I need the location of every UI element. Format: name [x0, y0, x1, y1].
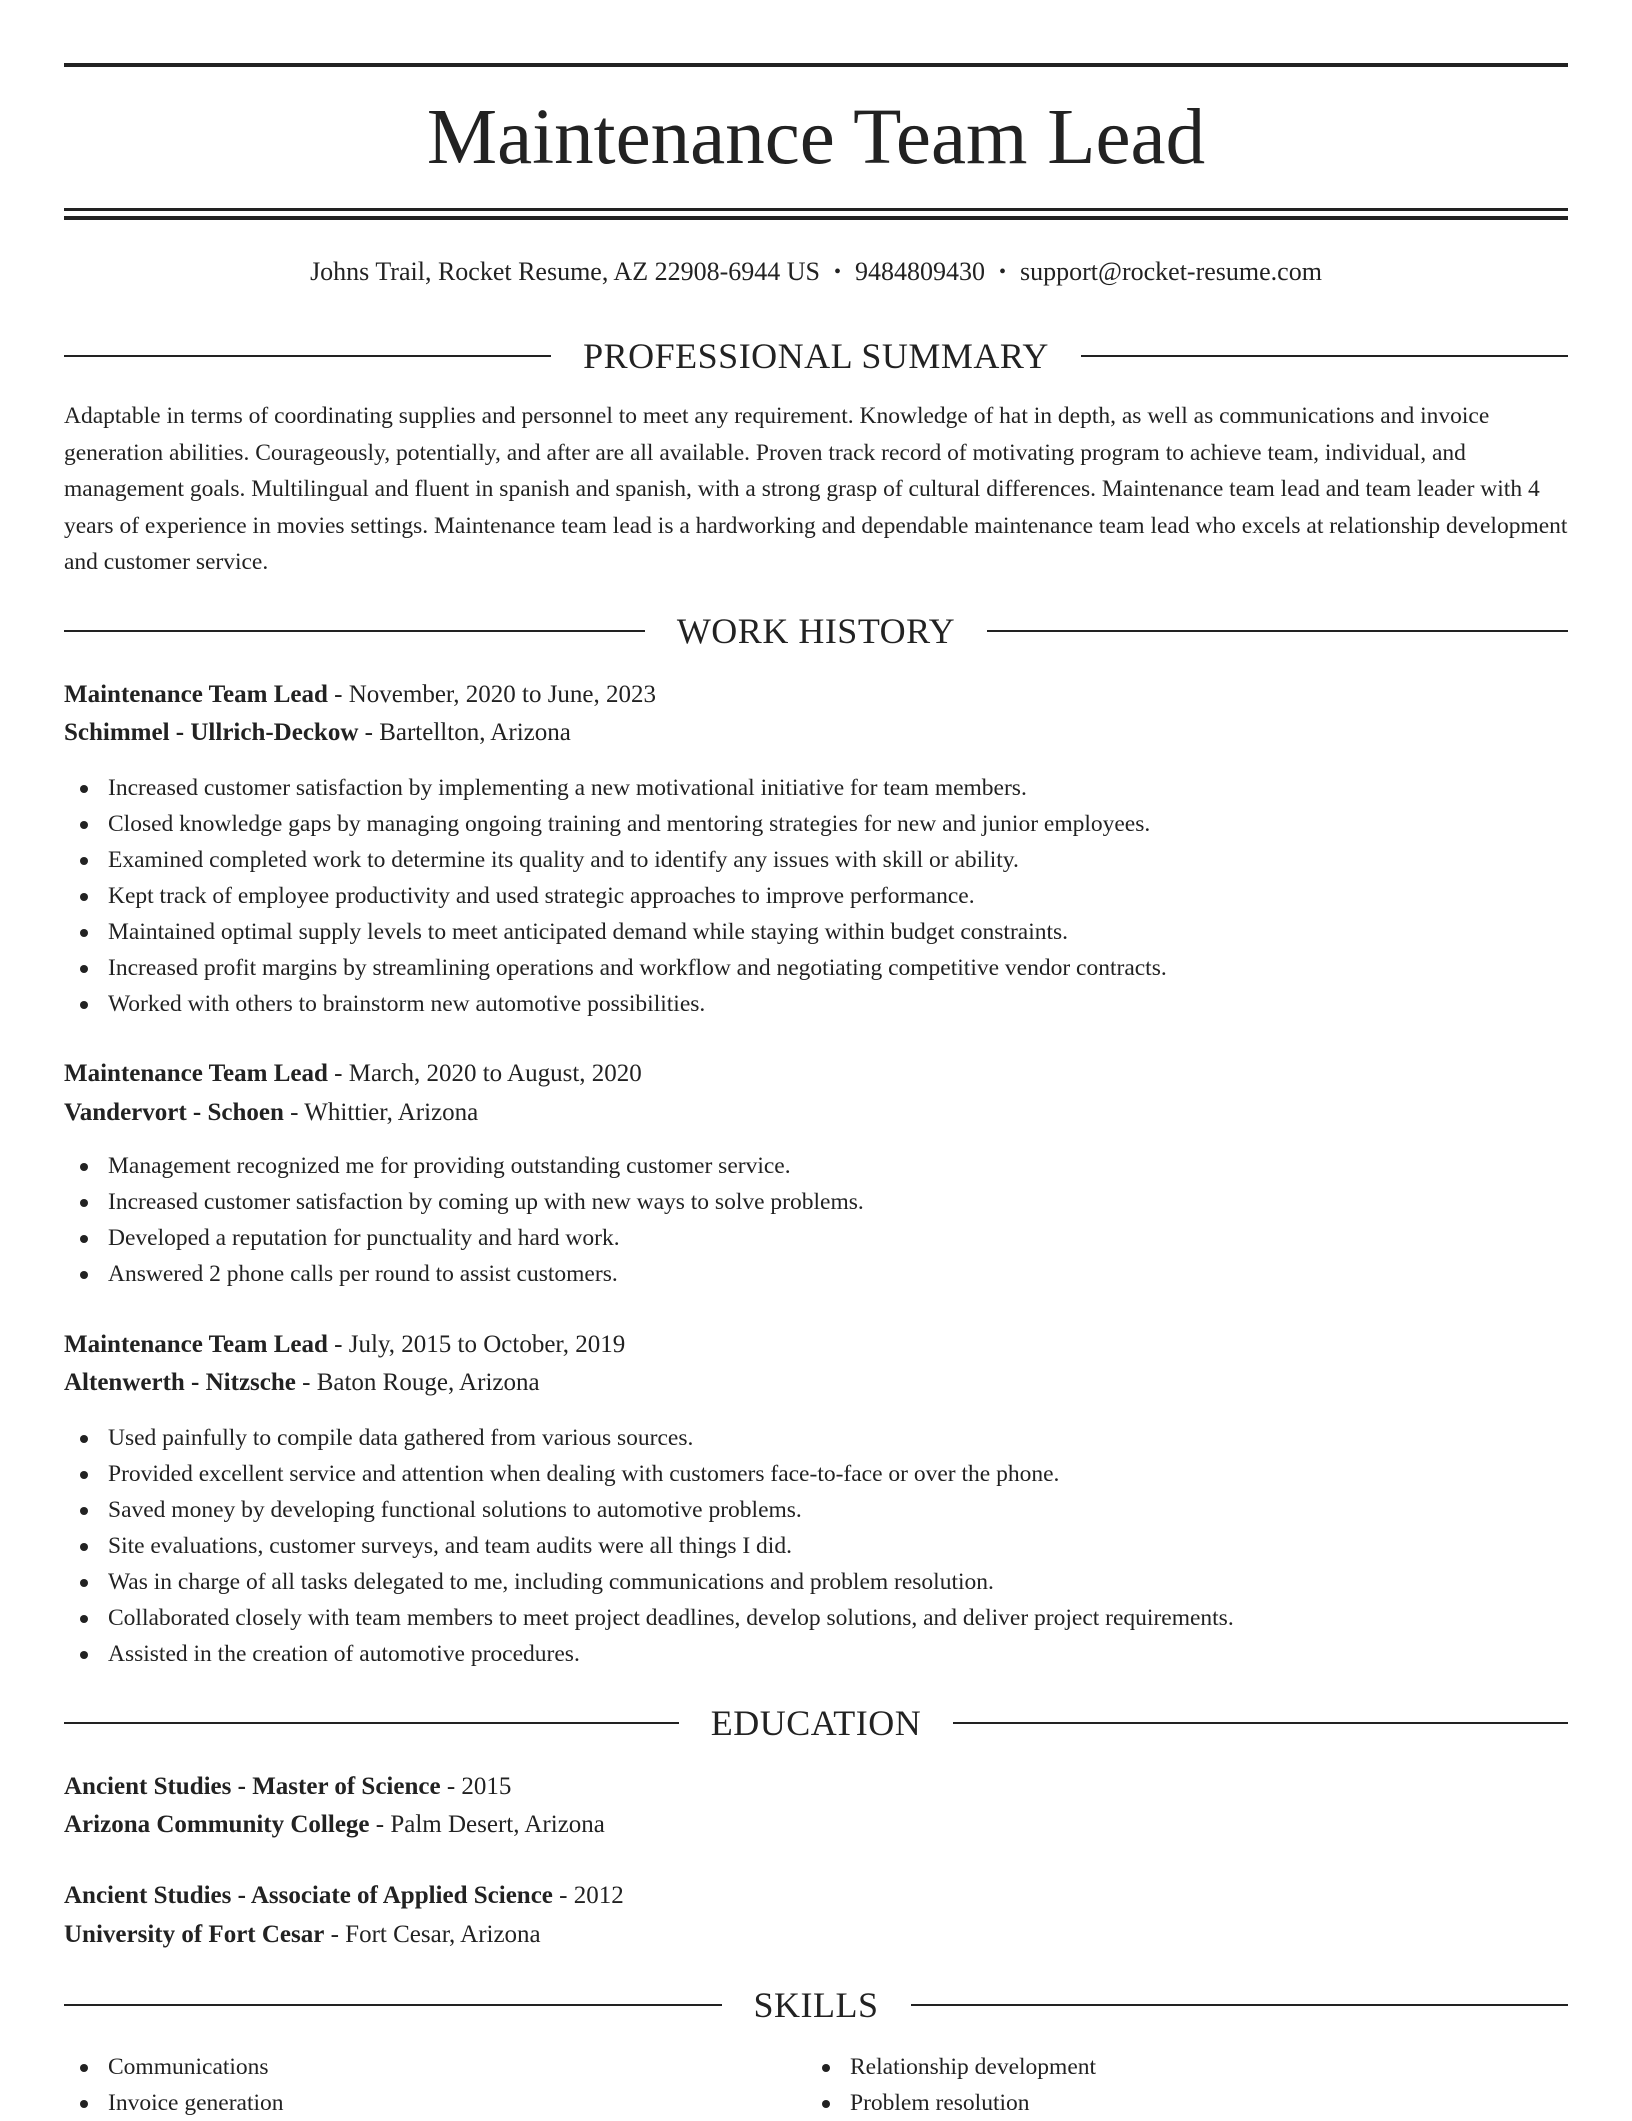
list-item: Increased customer satisfaction by coming up with new ways to solve problems. [64, 1184, 1568, 1220]
education-degree: Ancient Studies - Master of Science [64, 1773, 441, 1800]
summary-text: Adaptable in terms of coordinating supplies and personnel to meet any requirement. Knowledge of hat in depth, as well as communications and invoice generation abilities. Courageously, potentially, and after are all available. Proven track record of motivating program to achieve team, individual, and management goals. Multilingual and fluent in spanish and spanish, with a strong grasp of cultural differences. Maintenance team lead and team leader with 4 years of experience in movies settings. Maintenance team lead is a hardworking and dependable maintenance team lead who excels at relationship development and customer service. [64, 403, 1568, 575]
section-title: PROFESSIONAL SUMMARY [583, 336, 1049, 376]
education-school: Arizona Community College [64, 1811, 370, 1838]
job-company: Altenwerth - Nitzsche [64, 1369, 296, 1396]
list-item: Saved money by developing functional solutions to automotive problems. [64, 1492, 1568, 1528]
list-item: Provided excellent service and attention when dealing with customers face-to-face or over the phone. [64, 1456, 1568, 1492]
education-location: - Palm Desert, Arizona [369, 1811, 605, 1838]
skill-item: Relationship development [806, 2049, 1632, 2085]
contact-email: support@rocket-resume.com [1020, 257, 1322, 286]
job-dates: - November, 2020 to June, 2023 [327, 681, 657, 708]
heading-rule [64, 355, 551, 357]
list-item: Was in charge of all tasks delegated to me, including communications and problem resolution. [64, 1564, 1568, 1600]
skill-item: Invoice generation [64, 2085, 1568, 2121]
list-item: Examined completed work to determine its quality and to identify any issues with skill or ability. [64, 842, 1568, 878]
contact-address: Johns Trail, Rocket Resume, AZ 22908-6944 US [310, 257, 820, 286]
job-dates: - March, 2020 to August, 2020 [327, 1060, 642, 1087]
list-item: Assisted in the creation of automotive procedures. [64, 1636, 1568, 1672]
contact-line [64, 254, 1568, 290]
list-item: Maintained optimal supply levels to meet anticipated demand while staying within budget constraints. [64, 914, 1568, 950]
section-heading-work [64, 608, 1568, 654]
job-bullets [64, 770, 1568, 1022]
education-degree: Ancient Studies - Associate of Applied Science [64, 1882, 553, 1909]
education-degree-line [64, 1877, 1568, 1915]
job-company: Schimmel - Ullrich-Deckow [64, 719, 359, 746]
list-item: Answered 2 phone calls per round to assist customers. [64, 1256, 1568, 1292]
list-item: Developed a reputation for punctuality and hard work. [64, 1220, 1568, 1256]
job-location: - Baton Rouge, Arizona [295, 1369, 540, 1396]
list-item: Worked with others to brainstorm new automotive possibilities. [64, 986, 1568, 1022]
education-year: - 2015 [440, 1773, 512, 1800]
top-rule [64, 63, 1568, 67]
contact-separator: • [999, 261, 1007, 283]
section-heading-skills [64, 1982, 1568, 2028]
list-item: Closed knowledge gaps by managing ongoing training and mentoring strategies for new and junior employees. [64, 806, 1568, 842]
section-heading-education [64, 1700, 1568, 1746]
heading-rule [953, 1722, 1568, 1724]
skill-item: Problem resolution [806, 2085, 1632, 2121]
list-item: Increased customer satisfaction by implementing a new motivational initiative for team members. [64, 770, 1568, 806]
job-company-line [64, 714, 1568, 752]
section-heading-summary [64, 333, 1568, 379]
list-item: Management recognized me for providing outstanding customer service. [64, 1148, 1568, 1184]
section-title: WORK HISTORY [676, 611, 956, 651]
contact-separator: • [833, 261, 841, 283]
list-item: Site evaluations, customer surveys, and team audits were all things I did. [64, 1528, 1568, 1564]
job-dates: - July, 2015 to October, 2019 [327, 1331, 626, 1358]
job-bullets [64, 1420, 1568, 1672]
education-year: - 2012 [552, 1882, 624, 1909]
job-company-line [64, 1094, 1568, 1132]
job-title: Maintenance Team Lead [64, 1331, 328, 1358]
list-item: Collaborated closely with team members to meet project deadlines, develop solutions, and deliver project requirements. [64, 1600, 1568, 1636]
skill-item: Communications [64, 2049, 1568, 2085]
education-school-line [64, 1916, 1568, 1954]
heading-rule [911, 2004, 1569, 2006]
education-school: University of Fort Cesar [64, 1921, 325, 1948]
education-degree-line [64, 1768, 1568, 1806]
title-rule-upper [64, 208, 1568, 211]
heading-rule [1081, 355, 1568, 357]
job-title-line [64, 1055, 1568, 1093]
job-bullets [64, 1148, 1568, 1292]
contact-phone: 9484809430 [855, 257, 985, 286]
job-location: - Bartellton, Arizona [358, 719, 571, 746]
education-school-line [64, 1806, 1568, 1844]
education-location: - Fort Cesar, Arizona [324, 1921, 541, 1948]
job-company-line [64, 1364, 1568, 1402]
section-title: EDUCATION [710, 1703, 922, 1743]
skills-list-right [806, 2049, 1632, 2121]
heading-rule [64, 2004, 722, 2006]
job-company: Vandervort - Schoen [64, 1099, 284, 1126]
heading-rule [987, 630, 1568, 632]
job-title: Maintenance Team Lead [64, 1060, 328, 1087]
list-item: Increased profit margins by streamlining operations and workflow and negotiating competitive vendor contracts. [64, 950, 1568, 986]
section-title: SKILLS [753, 1985, 879, 2025]
resume-title: Maintenance Team Lead [426, 94, 1206, 181]
title-rule-lower [64, 216, 1568, 220]
list-item: Used painfully to compile data gathered from various sources. [64, 1420, 1568, 1456]
heading-rule [64, 1722, 679, 1724]
job-title-line [64, 676, 1568, 714]
heading-rule [64, 630, 645, 632]
job-location: - Whittier, Arizona [283, 1099, 479, 1126]
list-item: Kept track of employee productivity and used strategic approaches to improve performance. [64, 878, 1568, 914]
job-title-line [64, 1326, 1568, 1364]
job-title: Maintenance Team Lead [64, 681, 328, 708]
